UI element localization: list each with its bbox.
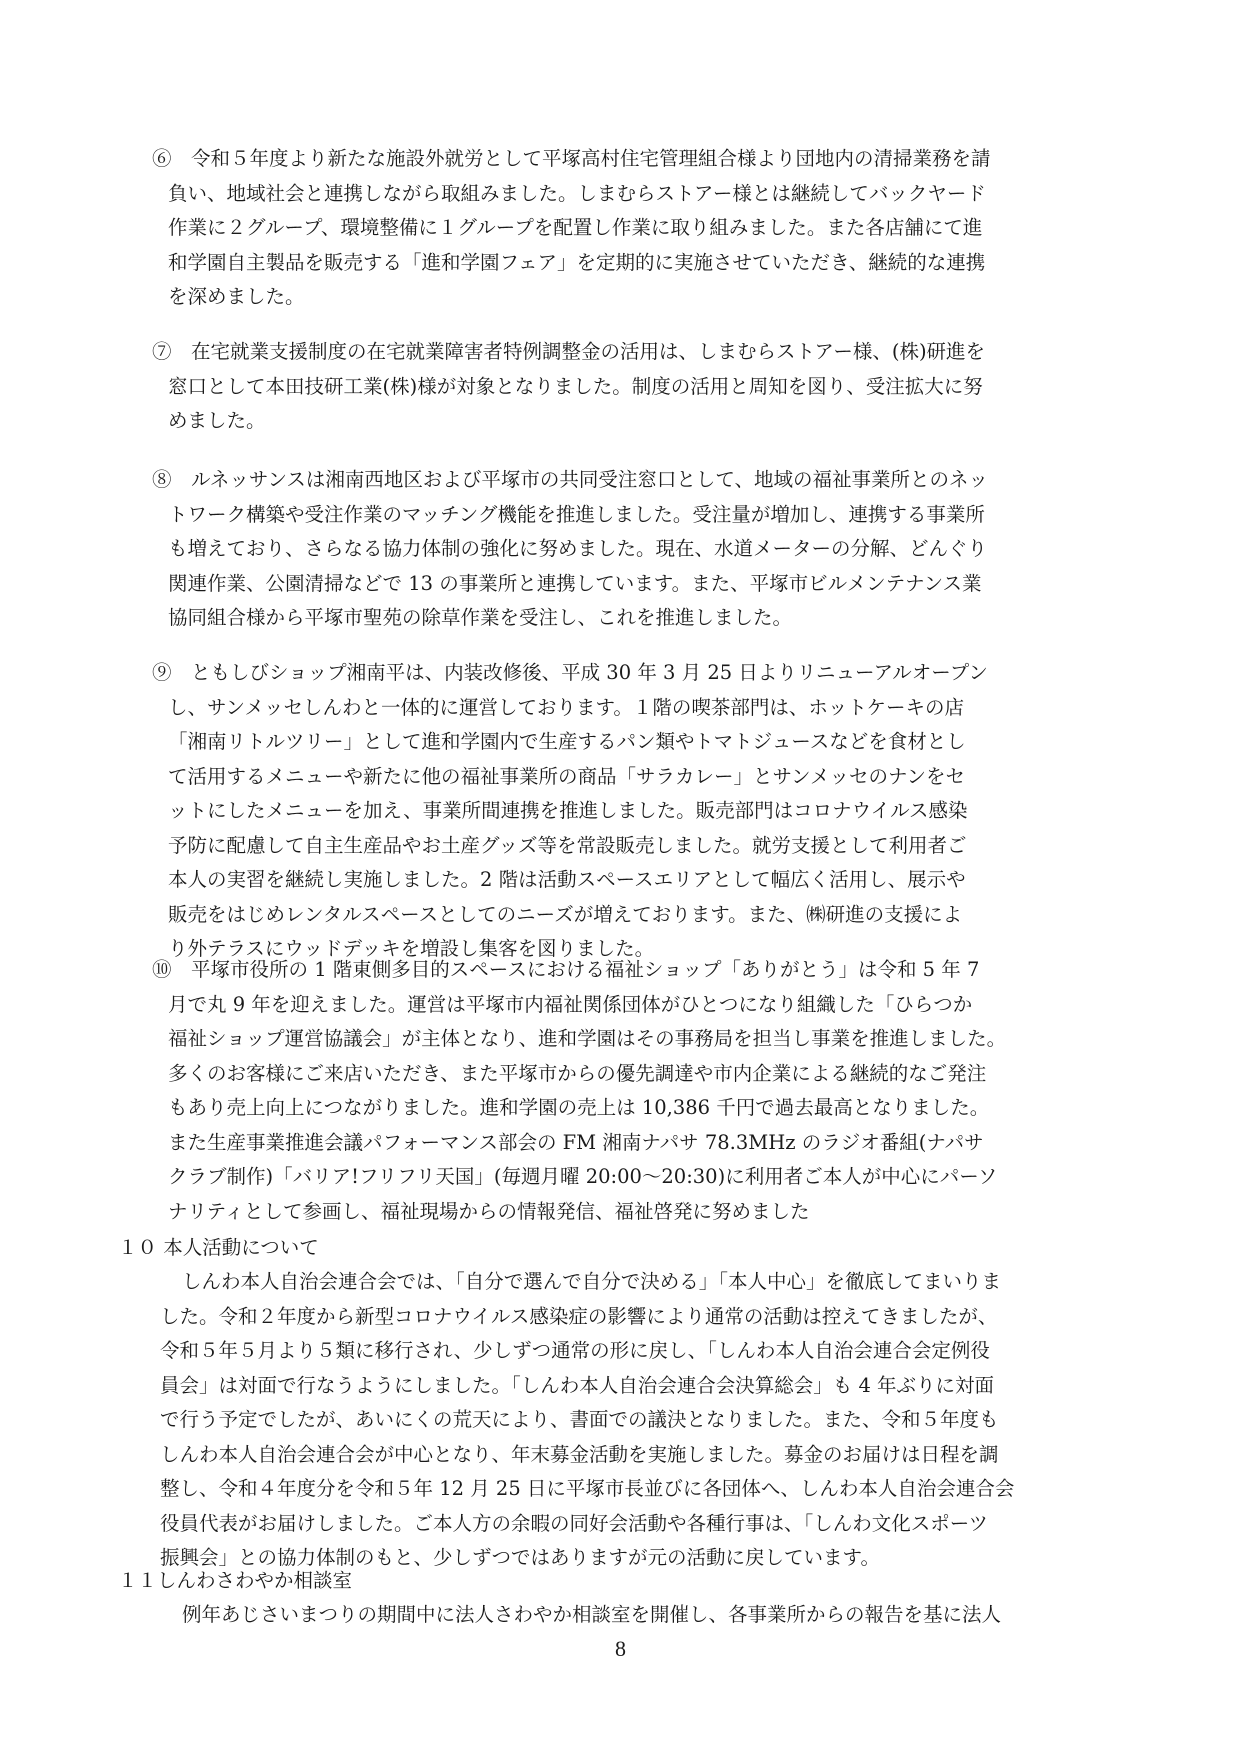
list-item-line: トワーク構築や受注作業のマッチング機能を推進しました。受注量が増加し、連携する事業所	[168, 502, 985, 526]
list-item-line: 月で丸 9 年を迎えました。運営は平塚市内福祉関係団体がひとつになり組織した「ひらつか	[168, 992, 973, 1016]
list-item-line: クラブ制作)「バリア!フリフリ天国」(毎週月曜 20:00～20:30)に利用者ご本人が中心にパーソ	[168, 1165, 998, 1188]
list-item-line: し、サンメッセしんわと一体的に運営しております。１階の喫茶部門は、ホットケーキの店	[168, 695, 964, 719]
paragraph-line: 振興会」との協力体制のもと、少しずつではありますが元の活動に戻しています。	[160, 1546, 880, 1569]
list-item-line: また生産事業推進会議パフォーマンス部会の FM 湘南ナパサ 78.3MHz のラジオ番組(ナパサ	[168, 1130, 984, 1154]
list-item-line: ットにしたメニューを加え、事業所間連携を推進しました。販売部門はコロナウイルス感染	[168, 799, 968, 822]
list-item-line: 和学園自主製品を販売する「進和学園フェア」を定期的に実施させていただき、継続的な連携	[168, 250, 986, 274]
list-item-line: ⑨ ともしびショップ湘南平は、内装改修後、平成 30 年 3 月 25 日よりリニューアルオープン	[152, 661, 988, 684]
list-item-line: 協同組合様から平塚市聖苑の除草作業を受注し、これを推進しました。	[168, 606, 793, 629]
list-item-line: めました。	[168, 409, 266, 432]
list-item-line: 本人の実習を継続し実施しました。2 階は活動スペースエリアとして幅広く活用し、展示や	[168, 868, 966, 891]
paragraph-line: 整し、令和４年度分を令和５年 12 月 25 日に平塚市長並びに各団体へ、しんわ本人自治会連合会	[160, 1477, 1015, 1500]
list-item-line: 作業に２グループ、環境整備に１グループを配置し作業に取り組みました。また各店舗にて進	[168, 216, 983, 239]
paragraph-line: しんわ本人自治会連合会では、「自分で選んで自分で決める」「本人中心」を徹底してまいりま	[182, 1270, 1002, 1293]
list-item-line: 販売をはじめレンタルスペースとしてのニーズが増えております。また、㈱研進の支援によ	[168, 902, 963, 926]
paragraph-line: 例年あじさいまつりの期間中に法人さわやか相談室を開催し、各事業所からの報告を基に法人	[182, 1603, 1002, 1626]
list-item-line: 「湘南リトルツリー」として進和学園内で生産するパン類やトマトジュースなどを食材とし	[168, 730, 966, 753]
paragraph-line: した。令和２年度から新型コロナウイルス感染症の影響により通常の活動は控えてきましたが、	[160, 1304, 998, 1328]
list-item-line: もあり売上向上につながりました。進和学園の売上は 10,386 千円で過去最高となりました。	[168, 1096, 990, 1119]
list-item-line: 窓口として本田技研工業(株)様が対象となりました。制度の活用と周知を図り、受注拡大に努	[168, 374, 983, 398]
list-item-7	[152, 335, 1102, 439]
paragraph-line: 役員代表がお届けしました。ご本人方の余暇の同好会活動や各種行事は、「しんわ文化スポーツ	[160, 1511, 988, 1535]
list-item-line: 予防に配慮して自主生産品やお土産グッズ等を常設販売しました。就労支援として利用者ご	[168, 833, 967, 857]
section-body-10	[160, 1265, 1100, 1576]
list-item-10	[152, 953, 1102, 1229]
paragraph-line: で行う予定でしたが、あいにくの荒天により、書面での議決となりました。また、令和５年度も	[160, 1408, 999, 1431]
list-item-line: 多くのお客様にご来店いただき、また平塚市からの優先調達や市内企業による継続的なご発注	[168, 1061, 987, 1085]
list-item-9	[152, 656, 1102, 967]
list-item-line: ⑥ 令和５年度より新たな施設外就労として平塚高村住宅管理組合様より団地内の清掃業務を請	[152, 147, 991, 170]
list-item-6	[152, 142, 1102, 315]
list-item-line: を深めました。	[168, 285, 305, 308]
section-body-11	[160, 1598, 1100, 1633]
list-item-line: ナリティとして参画し、福祉現場からの情報発信、福祉啓発に努めました	[168, 1199, 810, 1223]
paragraph-line: しんわ本人自治会連合会が中心となり、年末募金活動を実施しました。募金のお届けは日程を調	[160, 1442, 999, 1466]
list-item-line: ⑧ ルネッサンスは湘南西地区および平塚市の共同受注窓口として、地域の福祉事業所とのネッ	[152, 468, 988, 491]
page-number: 8	[615, 1636, 626, 1661]
list-item-line: 関連作業、公園清掃などで 13 の事業所と連携しています。また、平塚市ビルメンテナンス業	[168, 571, 982, 595]
paragraph-line: 令和５年５月より５類に移行され、少しずつ通常の形に戻し、「しんわ本人自治会連合会定例役	[160, 1339, 990, 1362]
list-item-line: ⑩ 平塚市役所の 1 階東側多目的スペースにおける福祉ショップ「ありがとう」は令和 5 年 7	[152, 958, 980, 981]
list-item-line: 負い、地域社会と連携しながら取組みました。しまむらストアー様とは継続してバックヤード	[168, 181, 986, 205]
list-item-line: も増えており、さらなる協力体制の強化に努めました。現在、水道メーターの分解、どんぐり	[168, 537, 988, 560]
list-item-line: て活用するメニューや新たに他の福祉事業所の商品「サラカレー」とサンメッセのナンをセ	[168, 764, 965, 788]
list-item-line: 福祉ショップ運営協議会」が主体となり、進和学園はその事務局を担当し事業を推進しました。	[168, 1027, 1007, 1050]
list-item-line: り外テラスにウッドデッキを増設し集客を図りました。	[168, 937, 655, 960]
list-item-8	[152, 463, 1102, 636]
list-item-line: ⑦ 在宅就業支援制度の在宅就業障害者特例調整金の活用は、しまむらストアー様、(株)研進を	[152, 340, 986, 363]
section-heading-10: １０ 本人活動について	[118, 1236, 319, 1259]
section-heading-11: １１しんわさわやか相談室	[118, 1569, 353, 1592]
paragraph-line: 員会」は対面で行なうようにしました。「しんわ本人自治会連合会決算総会」も 4 年ぶりに対面	[160, 1373, 995, 1397]
